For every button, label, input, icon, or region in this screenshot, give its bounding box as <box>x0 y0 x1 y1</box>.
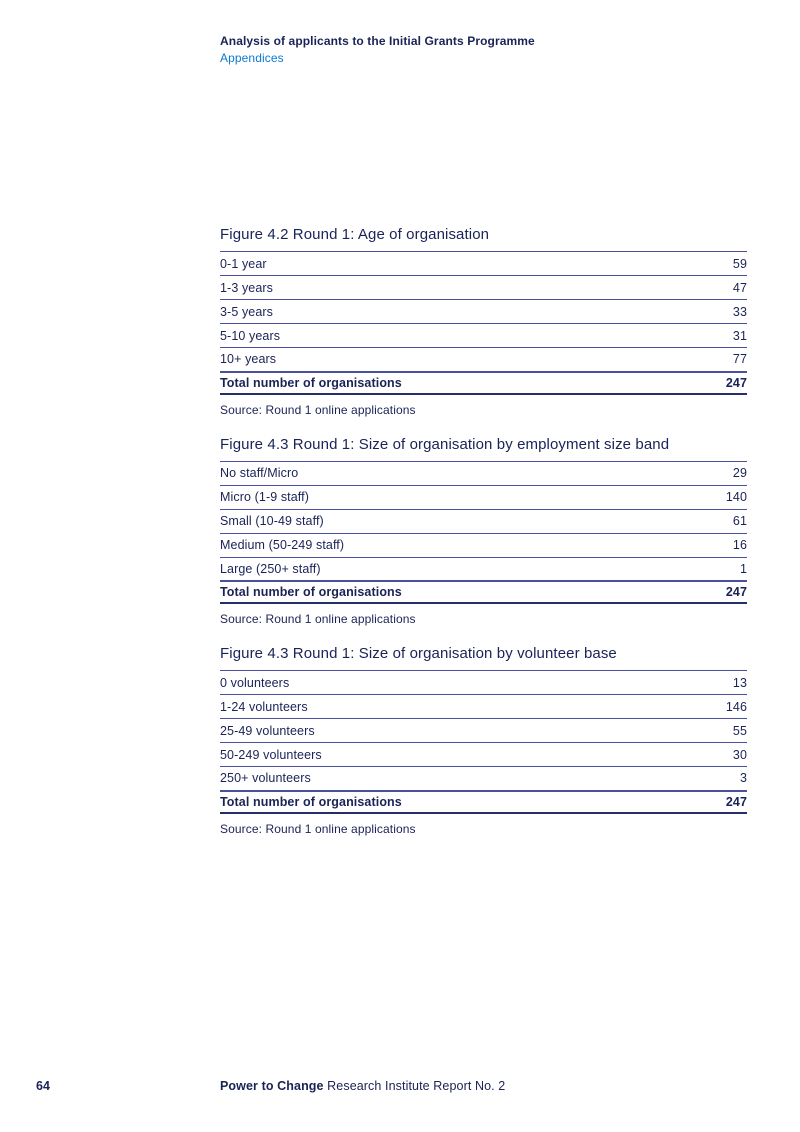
row-value: 47 <box>687 276 747 300</box>
page-number: 64 <box>36 1079 50 1093</box>
table-row <box>220 719 747 743</box>
data-table-volunteers <box>220 670 747 814</box>
row-value: 33 <box>687 300 747 324</box>
row-value: 146 <box>687 695 747 719</box>
table-row <box>220 300 747 324</box>
table-row <box>220 485 747 509</box>
row-label: 1-24 volunteers <box>220 695 687 719</box>
table-row <box>220 324 747 348</box>
running-header-title: Analysis of applicants to the Initial Grants Programme <box>220 34 535 48</box>
row-label: Medium (50-249 staff) <box>220 533 687 557</box>
row-value: 13 <box>687 671 747 695</box>
row-label: Large (250+ staff) <box>220 557 687 581</box>
running-header <box>220 33 535 66</box>
footer-report-name: Research Institute Report No. 2 <box>323 1079 506 1093</box>
total-label: Total number of organisations <box>220 581 687 603</box>
row-label: Small (10-49 staff) <box>220 509 687 533</box>
figure-section-employment <box>220 436 747 627</box>
figure-title: Figure 4.3 Round 1: Size of organisation by employment size band <box>220 435 670 453</box>
row-label: 0-1 year <box>220 252 687 276</box>
figure-title: Figure 4.3 Round 1: Size of organisation by volunteer base <box>220 645 617 662</box>
table-total-row <box>220 791 747 813</box>
total-label: Total number of organisations <box>220 791 687 813</box>
data-table-age <box>220 251 747 395</box>
row-label: 3-5 years <box>220 300 687 324</box>
row-value: 3 <box>687 767 747 791</box>
table-row <box>220 509 747 533</box>
table-row <box>220 276 747 300</box>
source-note: Source: Round 1 online applications <box>220 612 416 626</box>
row-value: 59 <box>687 252 747 276</box>
row-value: 140 <box>687 485 747 509</box>
data-table-employment <box>220 461 747 605</box>
row-value: 16 <box>687 533 747 557</box>
row-value: 1 <box>687 557 747 581</box>
table-row <box>220 252 747 276</box>
row-label: 1-3 years <box>220 276 687 300</box>
page-content <box>220 226 747 855</box>
source-note: Source: Round 1 online applications <box>220 402 416 417</box>
running-header-section: Appendices <box>220 50 284 65</box>
row-value: 77 <box>687 348 747 372</box>
row-label: 25-49 volunteers <box>220 719 687 743</box>
row-label: No staff/Micro <box>220 461 687 485</box>
table-row <box>220 695 747 719</box>
row-label: 10+ years <box>220 348 687 372</box>
total-label: Total number of organisations <box>220 372 687 394</box>
table-row <box>220 557 747 581</box>
footer-brand: Power to Change <box>220 1079 324 1093</box>
table-total-row <box>220 581 747 603</box>
table-row <box>220 533 747 557</box>
figure-title: Figure 4.2 Round 1: Age of organisation <box>220 226 490 243</box>
row-value: 30 <box>687 743 747 767</box>
source-note: Source: Round 1 online applications <box>220 821 416 836</box>
row-label: Micro (1-9 staff) <box>220 485 687 509</box>
table-total-row <box>220 372 747 394</box>
total-value: 247 <box>687 372 747 394</box>
row-label: 50-249 volunteers <box>220 743 687 767</box>
row-label: 250+ volunteers <box>220 767 687 791</box>
row-value: 29 <box>687 461 747 485</box>
total-value: 247 <box>687 581 747 603</box>
footer-report-title <box>220 1079 505 1093</box>
table-row <box>220 743 747 767</box>
table-row <box>220 348 747 372</box>
row-value: 61 <box>687 509 747 533</box>
row-label: 0 volunteers <box>220 671 687 695</box>
row-label: 5-10 years <box>220 324 687 348</box>
total-value: 247 <box>687 791 747 813</box>
table-row <box>220 461 747 485</box>
table-row <box>220 671 747 695</box>
figure-section-volunteers <box>220 645 747 836</box>
row-value: 55 <box>687 719 747 743</box>
table-row <box>220 767 747 791</box>
row-value: 31 <box>687 324 747 348</box>
figure-section-age <box>220 226 747 417</box>
